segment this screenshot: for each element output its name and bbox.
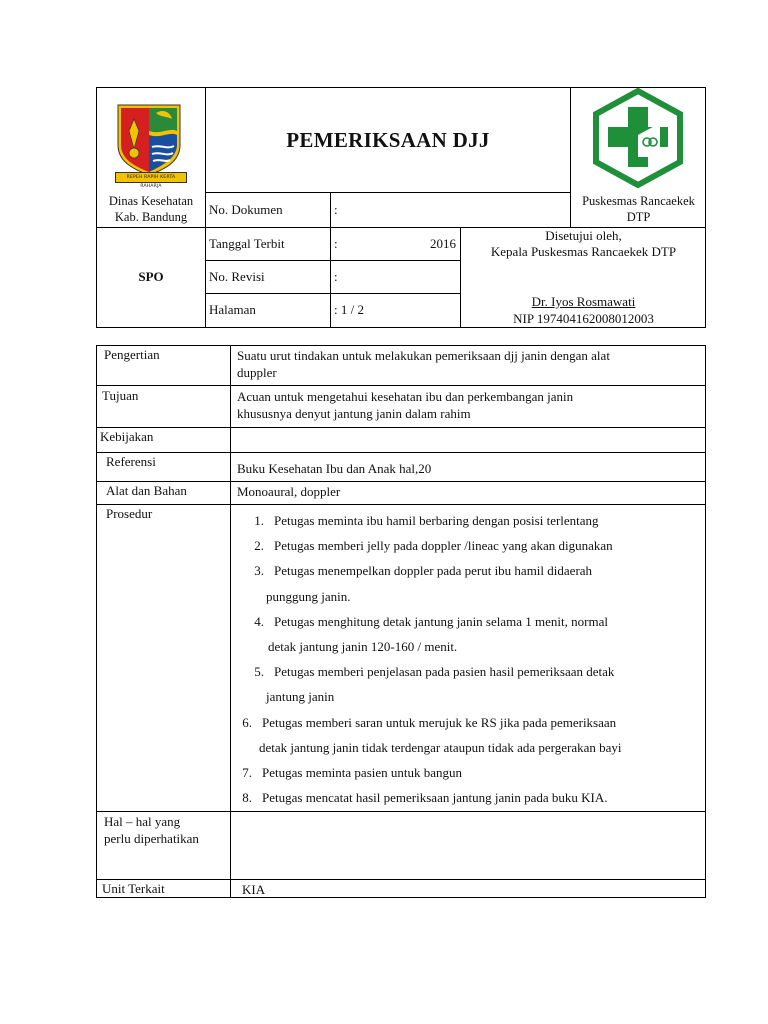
halaman-label: Halaman [209, 302, 256, 317]
kebijakan-label: Kebijakan [100, 429, 154, 444]
referensi-label: Referensi [106, 454, 156, 469]
approver-name: Dr. Iyos Rosmawati [531, 294, 636, 309]
approval-line2: Kepala Puskesmas Rancaekek DTP [490, 244, 677, 259]
logo-motto-banner [115, 172, 187, 189]
list-item-continuation: detak jantung janin 120-160 / menit. [268, 638, 458, 654]
list-item: 6. Petugas memberi saran untuk merujuk ke RS jika pada pemeriksaan [242, 714, 617, 730]
right-org-line1: Puskesmas Rancaekek [582, 194, 695, 208]
prosedur-list [238, 508, 703, 810]
table-divider [96, 481, 706, 482]
list-item-continuation: detak jantung janin tidak terdengar ataupun tidak ada pergerakan bayi [259, 739, 622, 755]
puskesmas-logo [588, 87, 688, 189]
unit-terkait-label: Unit Terkait [102, 881, 165, 896]
page-title: PEMERIKSAAN DJJ [286, 128, 490, 152]
table-divider [96, 427, 706, 428]
tanggal-terbit-value: 2016 [430, 236, 456, 251]
list-item: 3. Petugas menempelkan doppler pada perut ibu hamil didaerah [254, 563, 593, 579]
pengertian-label: Pengertian [104, 347, 160, 362]
approver-nip: NIP 197404162008012003 [513, 311, 654, 326]
alat-bahan-value: Monoaural, doppler [237, 484, 341, 499]
no-dokumen-value: : [334, 202, 338, 217]
halaman-value: : 1 / 2 [334, 302, 364, 317]
spo-label: SPO [138, 269, 164, 284]
left-org-line1: Dinas Kesehatan [108, 194, 194, 208]
list-item: 8. Petugas mencatat hasil pemeriksaan jantung janin pada buku KIA. [242, 790, 608, 806]
list-item: 4. Petugas menghitung detak jantung janin selama 1 menit, normal [254, 613, 608, 629]
tanggal-terbit-label: Tanggal Terbit [209, 236, 285, 251]
tujuan-line2: khususnya denyut jantung janin dalam rahim [237, 406, 471, 421]
tujuan-line1: Acuan untuk mengetahui kesehatan ibu dan perkembangan janin [237, 389, 574, 404]
list-item: 2. Petugas memberi jelly pada doppler /lineac yang akan digunakan [254, 538, 613, 554]
table-divider [96, 452, 706, 453]
table-divider [96, 504, 706, 505]
unit-terkait-value: KIA [242, 882, 266, 897]
alat-bahan-label: Alat dan Bahan [106, 483, 187, 498]
prosedur-label: Prosedur [106, 506, 153, 521]
hal-perhatian-label-line2: perlu diperhatikan [104, 831, 199, 846]
left-org-line2: Kab. Bandung [114, 210, 188, 224]
list-item: 5. Petugas memberi penjelasan pada pasien hasil pemeriksaan detak [254, 664, 615, 680]
tanggal-terbit-colon: : [334, 236, 338, 251]
no-dokumen-label: No. Dokumen [209, 202, 283, 217]
no-revisi-value: : [334, 269, 338, 284]
logo-motto: REPEH RAPIH KERTA RAHARJA [126, 175, 176, 189]
header-divider [205, 293, 461, 294]
pengertian-line1: Suatu urut tindakan untuk melakukan pemeriksaan djj janin dengan alat [237, 348, 610, 363]
kabupaten-bandung-logo [112, 101, 186, 183]
tujuan-label: Tujuan [102, 388, 139, 403]
no-revisi-label: No. Revisi [209, 269, 265, 284]
list-item-continuation: punggung janin. [266, 588, 351, 604]
list-item: 7. Petugas meminta pasien untuk bangun [242, 764, 463, 780]
header-divider [205, 192, 571, 193]
pengertian-line2: duppler [237, 365, 277, 380]
referensi-value: Buku Kesehatan Ibu dan Anak hal,20 [237, 461, 432, 476]
list-item-continuation: jantung janin [266, 689, 335, 705]
table-divider [96, 879, 706, 880]
hal-perhatian-label-line1: Hal – hal yang [104, 814, 181, 829]
header-divider [205, 87, 206, 328]
list-item: 1. Petugas meminta ibu hamil berbaring dengan posisi terlentang [254, 513, 599, 528]
header-divider [205, 260, 461, 261]
table-divider [96, 811, 706, 812]
right-org-line2: DTP [626, 210, 651, 224]
approval-line1: Disetujui oleh, [545, 228, 622, 243]
table-divider [96, 385, 706, 386]
